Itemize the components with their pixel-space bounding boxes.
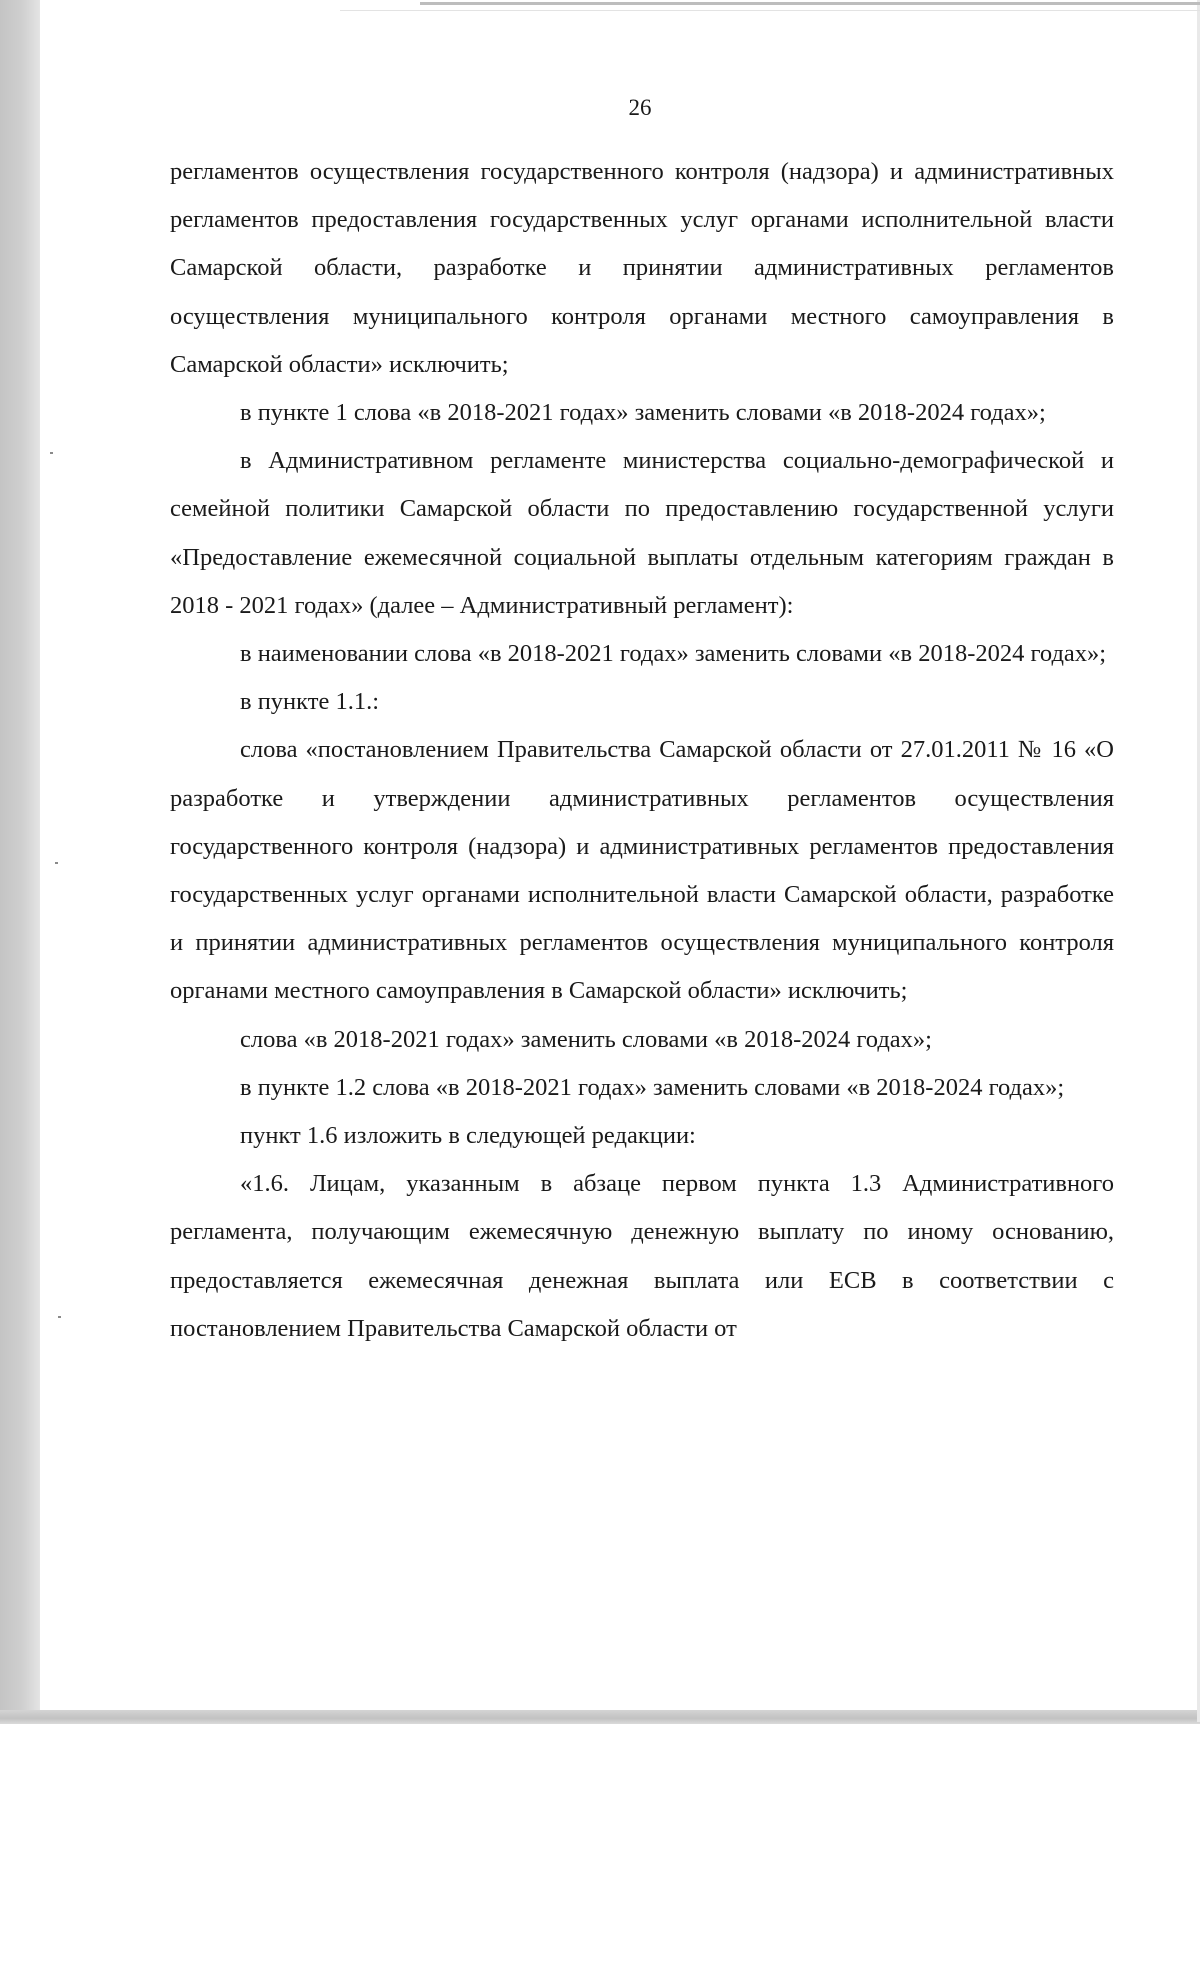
scan-edge-top: [420, 2, 1200, 5]
margin-mark: [50, 452, 53, 454]
margin-mark: [55, 862, 58, 864]
scan-edge-top-faint: [340, 10, 1200, 11]
paragraph: в пункте 1.2 слова «в 2018-2021 годах» заменить словами «в 2018-2024 годах»;: [240, 1073, 1065, 1101]
scan-shadow-bottom: [0, 1710, 1200, 1724]
paragraph: в Административном регламенте министерства социально-демографической и семейной политики Самарской области по предоставлению государственной услуги «Предоставление ежемесячной социальной выплаты отдельным категориям граждан в 2018 - 2021 годах» (далее – Административный регламент):: [170, 447, 1114, 619]
paragraph: пункт 1.6 изложить в следующей редакции:: [240, 1122, 696, 1150]
margin-mark: [58, 1316, 61, 1318]
paragraph: в пункте 1.1.:: [240, 688, 380, 716]
page-number: 26: [628, 95, 652, 120]
paragraph: «1.6. Лицам, указанным в абзаце первом пункта 1.3 Административного регламента, получающим ежемесячную денежную выплату по иному основанию, предоставляется ежемесячная денежная выплата или ЕСВ в соответствии с постановлением Правительства Самарской области от: [170, 1170, 1114, 1342]
paragraph: слова «постановлением Правительства Самарской области от 27.01.2011 № 16 «О разработке и утверждении административных регламентов осуществления государственного контроля (надзора) и административных регламентов предоставления государственных услуг органами исполнительной власти Самарской области, разработке и принятии административных регламентов осуществления муниципального контроля органами местного самоуправления в Самарской области» исключить;: [170, 736, 1114, 1005]
document-body: [170, 148, 1114, 1353]
scan-shadow-left: [0, 0, 40, 1722]
paragraph: регламентов осуществления государственного контроля (надзора) и административных регламентов предоставления государственных услуг органами исполнительной власти Самарской области, разработке и принятии административных регламентов осуществления муниципального контроля органами местного самоуправления в Самарской области» исключить;: [170, 158, 1114, 378]
paragraph: слова «в 2018-2021 годах» заменить словами «в 2018-2024 годах»;: [240, 1025, 932, 1053]
paragraph: в пункте 1 слова «в 2018-2021 годах» заменить словами «в 2018-2024 годах»;: [240, 399, 1046, 427]
paragraph: в наименовании слова «в 2018-2021 годах» заменить словами «в 2018-2024 годах»;: [240, 640, 1107, 668]
